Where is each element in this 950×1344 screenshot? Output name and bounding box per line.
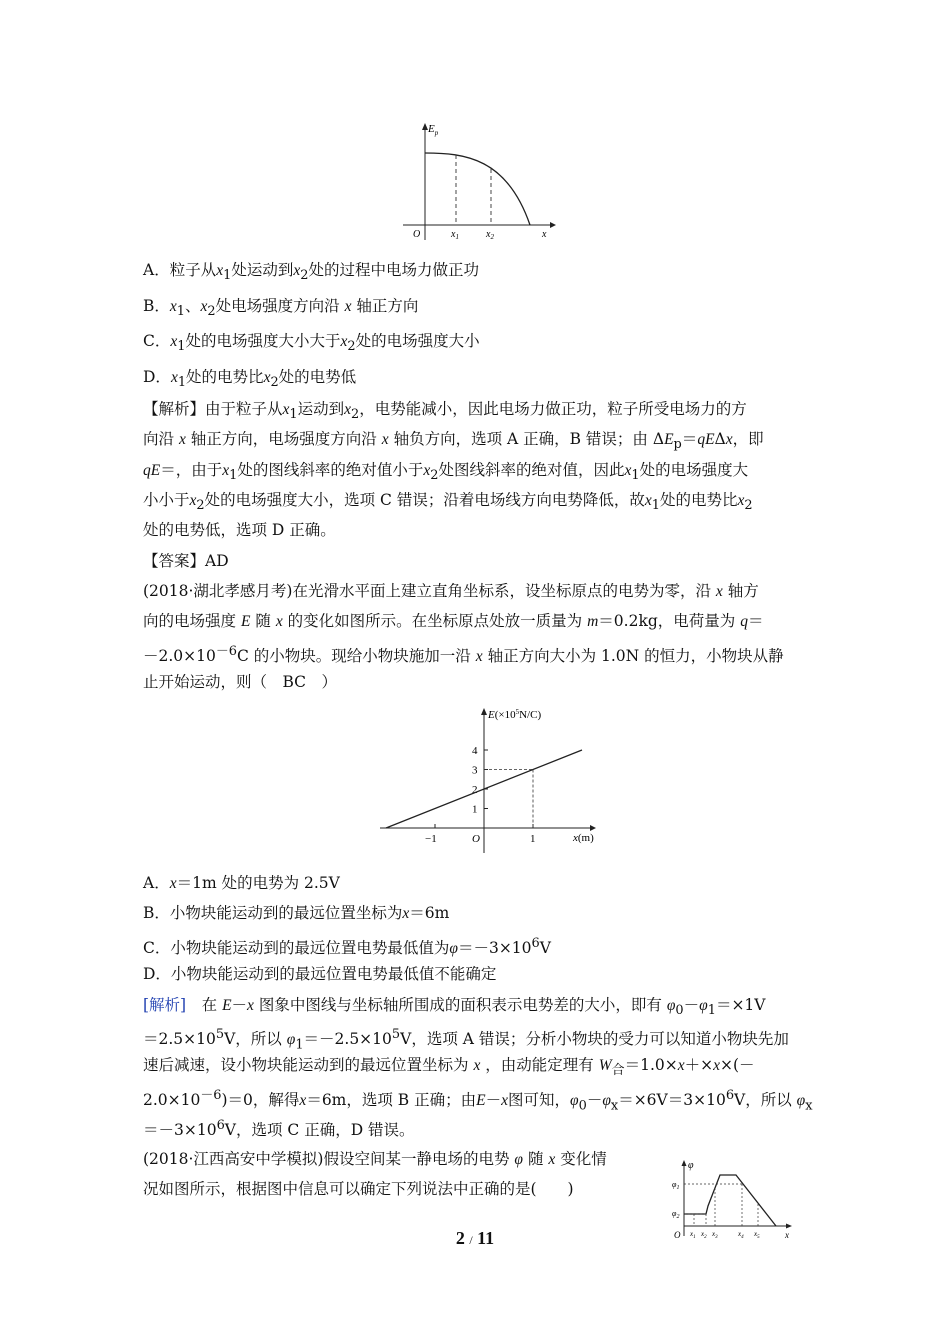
fig2-y-arrow <box>481 708 487 715</box>
fig3-origin: O <box>674 1230 681 1240</box>
fig1-ep-curve <box>425 153 530 225</box>
analysis-tag: [解析] <box>143 996 187 1014</box>
q2-stem-line-4: 止开始运动，则（ BC ） <box>143 673 338 691</box>
q2-option-c: C．小物块能运动到的最远位置电势最低值为$\varphi=-3\times 10^6V$ <box>143 936 551 958</box>
page-separator: / <box>469 1233 473 1247</box>
q2-analysis-line-3: 速后减速，设小物块能运动到的最远位置坐标为 x ，由动能定理有 $W_合=1.0\times x+\times x\times(-$ <box>143 1056 755 1079</box>
q1-option-a: A．粒子从$x_1$处运动到$x_2$处的过程中电场力做正功 <box>143 261 479 284</box>
fig3-tick-x3: $x_3$ <box>712 1230 718 1240</box>
fig3-label-phi2: $\varphi_2$ <box>672 1209 680 1220</box>
q2-option-a: A．x＝1m 处的电势为 2.5V <box>143 874 340 892</box>
q1-option-d: D．$x_1$处的电势比$x_2$处的电势低 <box>143 368 357 391</box>
fig3-ylabel: φ <box>688 1160 694 1171</box>
figure-ep-x <box>395 118 560 246</box>
q1-analysis-line-2: 向沿 x 轴正方向，电场强度方向沿 x 轴负方向，选项 A 正确，B 错误；由 $\Delta E_p=qE\Delta x$，即 <box>143 430 764 453</box>
fig3-y-arrow <box>682 1160 687 1166</box>
fig1-ylabel: $E_p$ <box>428 123 439 137</box>
q3-stem-line-2: 况如图所示，根据图中信息可以确定下列说法中正确的是( ) <box>143 1180 574 1198</box>
fig2-ytick-label-2: 2 <box>472 784 478 796</box>
fig3-phi-curve <box>684 1175 776 1226</box>
fig1-tick-x2: $x_2$ <box>486 229 494 241</box>
fig3-tick-x5: $x_5$ <box>754 1230 760 1240</box>
q1-analysis-line-1: 【解析】由于粒子从$x_1$运动到$x_2$，电势能减小，因此电场力做正功，粒子所受电场力的方 <box>143 400 747 423</box>
fig2-x-arrow <box>590 825 596 831</box>
q1-analysis-line-5: 处的电势低，选项 D 正确。 <box>143 521 336 539</box>
fig2-xlabel: x(m) <box>573 832 594 844</box>
page-current: 2 <box>455 1228 465 1248</box>
q2-stem-line-3: $-2.0\times 10^{-6}C$ 的小物块。现给小物块施加一沿 x 轴正方向大小为 1.0N 的恒力，小物块从静 <box>143 644 784 666</box>
q1-analysis-line-3: qE＝，由于$x_1$处的图线斜率的绝对值小于$x_2$处图线斜率的绝对值，因此$x_1$处的电场强度大 <box>143 461 749 484</box>
fig2-ylabel: $E(\times 10^5N/C)$ <box>488 708 542 721</box>
q1-analysis-line-4: 小小于$x_2$处的电场强度大小，选项 C 错误；沿着电场线方向电势降低，故$x_1$处的电势比$x_2$ <box>143 491 753 514</box>
q1-option-c: C．$x_1$处的电场强度大小大于$x_2$处的电场强度大小 <box>143 332 480 355</box>
fig2-ytick-label-3: 3 <box>472 764 478 777</box>
fig2-xtick-label-pos1: 1 <box>530 833 536 845</box>
fig3-xlabel: x <box>785 1230 789 1240</box>
fig2-ytick-label-4: 4 <box>472 745 478 757</box>
q1-answer: 【答案】AD <box>143 552 229 570</box>
q2-stem-line-1: (2018·湖北孝感月考)在光滑水平面上建立直角坐标系，设坐标原点的电势为零，沿 x 轴方 <box>143 582 759 600</box>
q2-option-b: B．小物块能运动到的最远位置坐标为x＝6m <box>143 904 450 922</box>
page-number <box>0 1228 950 1249</box>
q2-analysis-line-5: $=-3\times 10^6V$，选项 C 正确，D 错误。 <box>143 1118 415 1140</box>
q2-analysis-line-2: $=2.5\times 10^5V$，所以 $\varphi_1=-2.5\times 10^5V$，选项 A 错误；分析小物块的受力可以知道小物块先加 <box>143 1027 789 1053</box>
fig1-origin: O <box>413 229 421 240</box>
figure-e-x-chart <box>378 703 603 858</box>
fig3-tick-x4: $x_4$ <box>738 1230 744 1240</box>
fig2-xtick-label-neg1: −1 <box>425 833 437 845</box>
fig1-xlabel: x <box>542 229 547 240</box>
q2-option-d: D．小物块能运动到的最远位置电势最低值不能确定 <box>143 965 497 983</box>
fig1-tick-x1: $x_1$ <box>451 229 459 241</box>
q3-stem-line-1: (2018·江西高安中学模拟)假设空间某一静电场的电势 φ 随 x 变化情 <box>143 1150 607 1168</box>
q2-analysis-line-4: $2.0\times 10^{-6})=0$，解得x＝6m，选项 B 正确；由E－x图可知，$\varphi_0-\varphi_x=\times 6V=3\times 10^6V$，所以 $\varphi_x$ <box>143 1088 813 1114</box>
fig3-tick-x2: $x_2$ <box>701 1230 707 1240</box>
fig1-x-arrow <box>550 222 556 228</box>
fig3-label-phi1: $\varphi_1$ <box>672 1180 680 1191</box>
fig2-origin: O <box>472 833 480 845</box>
q1-option-b: B．$x_1$、$x_2$处电场强度方向沿 x 轴正方向 <box>143 297 419 320</box>
q2-stem-line-2: 向的电场强度 E 随 x 的变化如图所示。在坐标原点处放一质量为 m＝0.2kg，电荷量为 q＝ <box>143 612 764 630</box>
page-total: 11 <box>477 1228 495 1248</box>
fig3-tick-x1: $x_1$ <box>690 1230 696 1240</box>
fig2-ytick-label-1: 1 <box>472 803 478 816</box>
q2-analysis-line-1: [解析] 在 E－x 图象中图线与坐标轴所围成的面积表示电势差的大小，即有 $\varphi_0-\varphi_1=\times 1V$ <box>143 996 766 1019</box>
